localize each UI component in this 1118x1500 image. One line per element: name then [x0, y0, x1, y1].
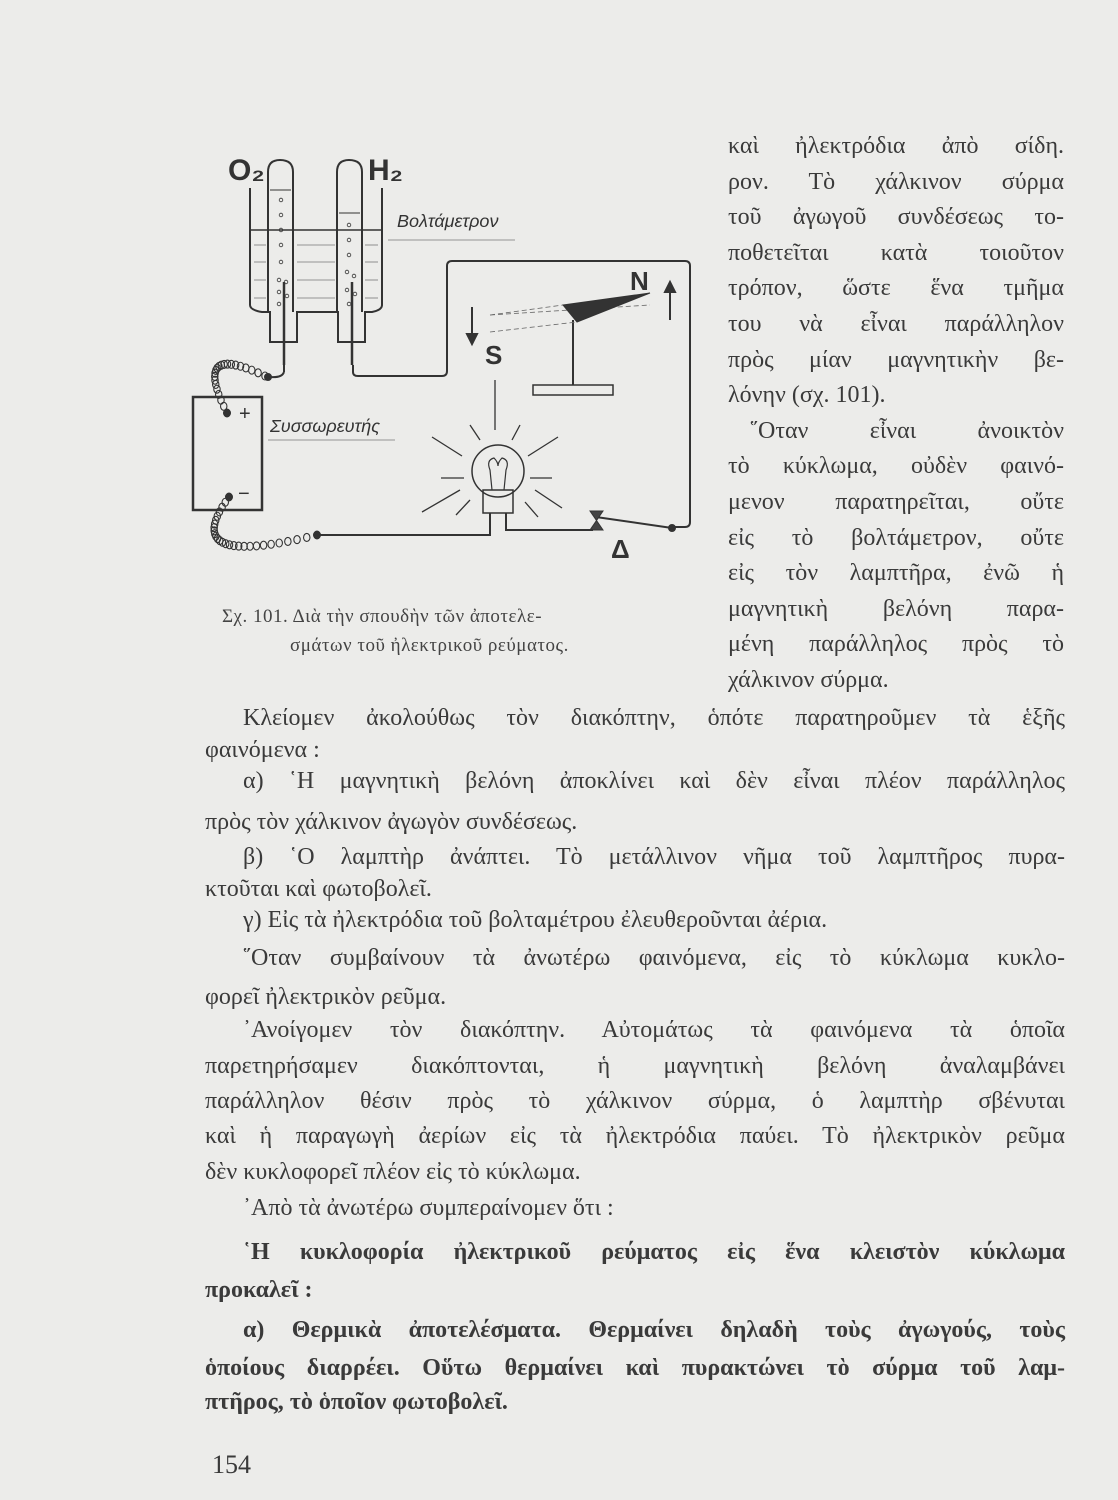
hydrogen-label: H₂	[368, 154, 403, 187]
gas-bubble	[345, 288, 349, 292]
gas-bubble	[277, 302, 281, 306]
gas-bubble	[347, 302, 351, 306]
coil-loop	[255, 369, 261, 377]
body-line: πρὸς τὸν χάλκινον ἀγωγὸν συνδέσεως.	[205, 809, 578, 835]
gas-bubble	[279, 260, 283, 264]
gas-bubble	[277, 290, 281, 294]
south-label: S	[485, 340, 503, 370]
gas-bubble	[279, 213, 283, 217]
coil-loop	[294, 536, 300, 544]
accumulator-label: Συσσωρευτής	[270, 416, 381, 436]
body-line: ῞Οταν συμβαίνουν τὰ ἀνωτέρω φαινόμενα, εἰς τὸ κύκλωμα κυκλο-	[243, 945, 1065, 971]
coiled-wire	[211, 360, 320, 550]
right-column-line: μένη παράλληλος πρὸς τὸ	[728, 631, 1064, 657]
right-column-line: μενον παρατηρεῖται, οὔτε	[728, 489, 1064, 515]
right-column-line: χάλκινον σύρμα.	[728, 667, 889, 693]
conclusion-line: ῾Η κυκλοφορία ἠλεκτρικοῦ ρεύματος εἰς ἕνα κλειστὸν κύκλωμα	[243, 1239, 1065, 1265]
right-column-line: μαγνητικὴ βελόνη παρα-	[728, 596, 1064, 622]
coil-loop	[285, 537, 291, 545]
north-label: N	[630, 266, 649, 296]
switch-lever	[596, 517, 672, 528]
gas-bubble	[347, 253, 351, 257]
plus-label: +	[239, 403, 251, 425]
body-line: ᾿Ανοίγομεν τὸν διακόπτην. Αὐτομάτως τὰ φαινόμενα τὰ ὁποῖα	[243, 1017, 1065, 1043]
gas-bubble	[347, 223, 351, 227]
magnetic-needle	[563, 293, 650, 322]
right-column-line: τρόπον, ὥστε ἕνα τμῆμα	[728, 275, 1064, 301]
right-column-line: ῞Οταν εἶναι ἀνοικτὸν	[750, 418, 1064, 444]
body-line: φορεῖ ἠλεκτρικὸν ρεῦμα.	[205, 984, 447, 1010]
conclusion-line: α) Θερμικὰ ἀποτελέσματα. Θερμαίνει δηλαδὴ τοὺς ἀγωγούς, τοὺς	[243, 1317, 1065, 1343]
body-line: καὶ ἡ παραγωγὴ ἀερίων εἰς τὰ ἠλεκτρόδια παύει. Τὸ ἠλεκτρικὸν ρεῦμα	[205, 1123, 1065, 1149]
gas-bubble	[277, 278, 281, 282]
right-column-line: εἰς τὸν λαμπτῆρα, ἐνῶ ἡ	[728, 560, 1064, 586]
page-number: 154	[212, 1450, 251, 1479]
body-line: κτοῦται καὶ φωτοβολεῖ.	[205, 876, 432, 902]
figure-caption-line: σμάτων τοῦ ἠλεκτρικοῦ ρεύματος.	[290, 635, 569, 656]
lamp-base	[483, 490, 513, 513]
right-column-line: λόνην (σχ. 101).	[728, 382, 886, 408]
gas-bubble	[353, 292, 357, 296]
conclusion-line: προκαλεῖ :	[205, 1277, 313, 1303]
oxygen-tube	[268, 160, 293, 312]
body-line: γ) Εἰς τὰ ἠλεκτρόδια τοῦ βολταμέτρου ἐλευθεροῦνται ἀέρια.	[243, 907, 828, 933]
conclusion-line: ὁποίους διαρρέει. Οὕτω θερμαίνει καὶ πυρακτώνει τὸ σύρμα τοῦ λαμ-	[205, 1355, 1065, 1381]
gas-bubble	[352, 274, 356, 278]
body-line: παρετηρήσαμεν διακόπτονται, ἡ μαγνητικὴ βελόνη ἀναλαμβάνει	[205, 1053, 1065, 1079]
gas-bubble	[345, 270, 349, 274]
coil-loop	[253, 542, 259, 550]
body-line: παράλληλον θέσιν πρὸς τὸ χάλκινον σύρμα, ὁ λαμπτὴρ σβένυται	[205, 1088, 1065, 1114]
connecting-wire	[353, 261, 690, 527]
gas-bubbles	[277, 198, 357, 306]
hydrogen-tube	[337, 160, 362, 312]
conclusion-line: πτῆρος, τὸ ὁποῖον φωτοβολεῖ.	[205, 1389, 508, 1415]
voltameter-label: Βολτάμετρον	[397, 211, 499, 231]
gas-bubble	[347, 238, 351, 242]
coil-loop	[276, 539, 282, 547]
compass-stand	[533, 385, 613, 395]
right-column-line: τοῦ ἀγωγοῦ συνδέσεως το-	[728, 204, 1064, 230]
body-line: α) ῾Η μαγνητικὴ βελόνη ἀποκλίνει καὶ δὲν εἶναι πλέον παράλληλος	[243, 768, 1065, 794]
oxygen-label: O₂	[228, 154, 265, 187]
figure-caption-line: Σχ. 101. Διὰ τὴν σπουδὴν τῶν ἀποτελε-	[222, 606, 543, 627]
minus-label: −	[238, 483, 250, 505]
coil-loop	[214, 385, 220, 393]
body-line: ᾿Απὸ τὰ ἀνωτέρω συμπεραίνομεν ὅτι :	[243, 1195, 614, 1221]
gas-bubble	[285, 294, 289, 298]
body-line: β) ῾Ο λαμπτὴρ ἀνάπτει. Τὸ μετάλλινον νῆμα τοῦ λαμπτῆρος πυρα-	[243, 844, 1065, 870]
gas-bubble	[279, 243, 283, 247]
right-column-line: ρον. Τὸ χάλκινον σύρμα	[728, 169, 1064, 195]
coil-loop	[260, 541, 266, 549]
right-column-line: ποθετεῖται κατὰ τοιοῦτον	[728, 240, 1064, 266]
body-line: φαινόμενα :	[205, 737, 320, 763]
coil-loop	[304, 533, 310, 541]
gas-bubble	[279, 198, 283, 202]
right-column-line: τὸ κύκλωμα, οὐδὲν φαινό-	[728, 453, 1064, 479]
lamp-bulb	[472, 445, 524, 497]
coil-loop	[213, 532, 219, 540]
coil-loop	[268, 540, 274, 548]
right-column-line: καὶ ἠλεκτρόδια ἀπὸ σίδη.	[728, 133, 1064, 159]
switch-label: Δ	[611, 534, 630, 564]
right-column-line: του νὰ εἶναι παράλληλον	[728, 311, 1064, 337]
body-line: δὲν κυκλοφορεῖ πλέον εἰς τὸ κύκλωμα.	[205, 1159, 581, 1185]
right-column-line: εἰς τὸ βολτάμετρον, οὔτε	[728, 525, 1064, 551]
right-column-line: πρὸς μίαν μαγνητικὴν βε-	[728, 347, 1064, 373]
body-line: Κλείομεν ἀκολούθως τὸν διακόπτην, ὁπότε παρατηροῦμεν τὰ ἑξῆς	[243, 705, 1065, 731]
